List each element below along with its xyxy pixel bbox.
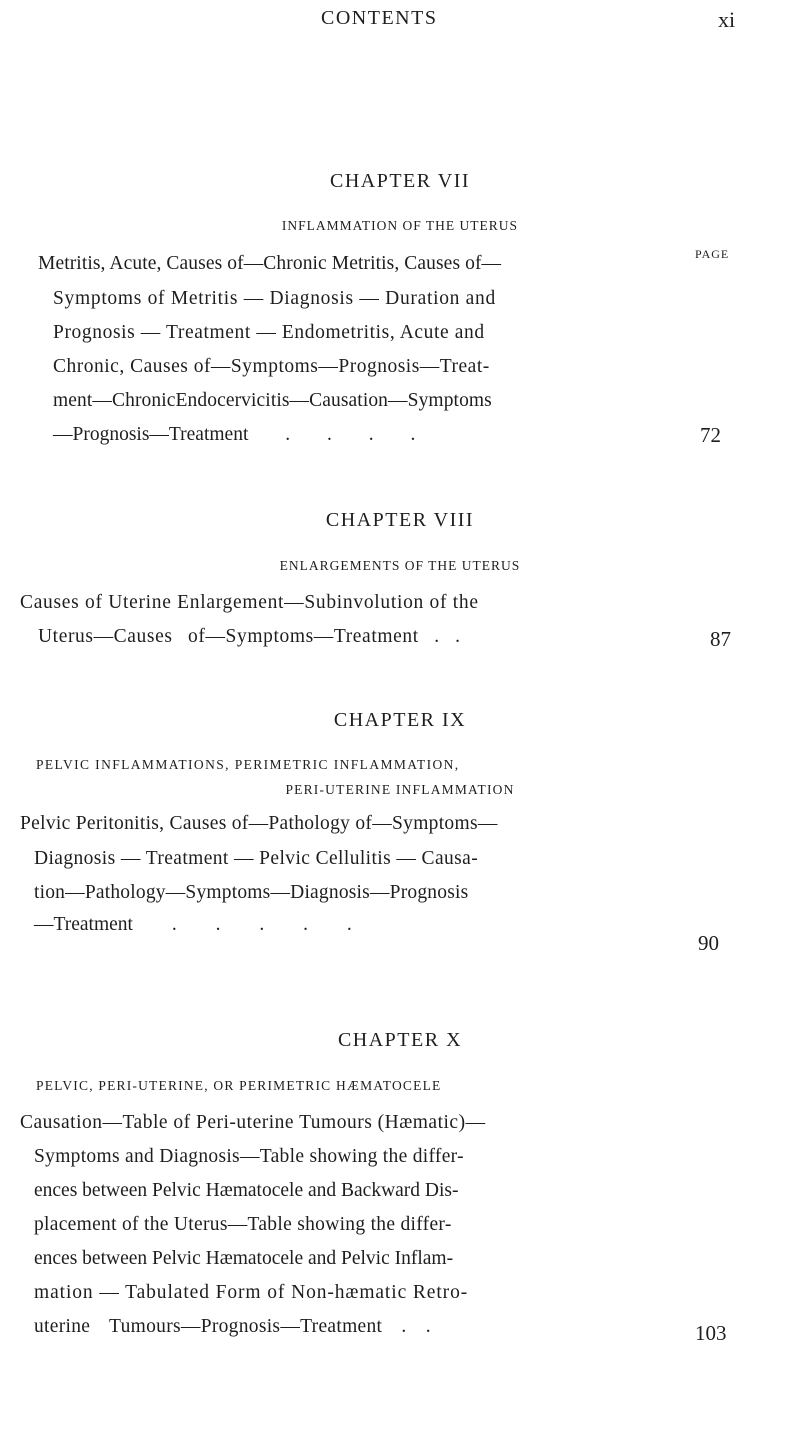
entry-line: Causation—Table of Peri-uterine Tumours (Hæmatic)— [20,1112,486,1133]
entry-line: uterine Tumours—Prognosis—Treatment . . [34,1316,431,1337]
running-title: CONTENTS [321,7,438,29]
entry-line: Prognosis — Treatment — Endometritis, Acute and [53,322,485,343]
chapter-title: CHAPTER VIII [325,509,475,531]
entry-line: Symptoms of Metritis — Diagnosis — Duration and [53,288,496,309]
entry-line: placement of the Uterus—Table showing the differ- [34,1214,452,1235]
entry-line: Diagnosis — Treatment — Pelvic Cellulitis — Causa- [34,848,479,869]
entry-page-number: 103 [695,1321,727,1345]
entry-page-number: 90 [698,931,719,955]
entry-line: Symptoms and Diagnosis—Table showing the differ- [34,1146,464,1167]
entry-page-number: 72 [700,423,721,447]
entry-line: ment—ChronicEndocervicitis—Causation—Symptoms [53,390,492,411]
chapter-subtitle: PERI-UTERINE INFLAMMATION [285,782,515,797]
entry-line: ences between Pelvic Hæmatocele and Pelvic Inflam- [34,1248,454,1269]
entry-line: tion—Pathology—Symptoms—Diagnosis—Prognosis [34,882,469,903]
entry-line: —Prognosis—Treatment . . . . [53,424,416,445]
entry-line: mation — Tabulated Form of Non-hæmatic Retro- [34,1282,469,1303]
entry-line: Pelvic Peritonitis, Causes of—Pathology of—Symptoms— [20,813,498,834]
chapter-title: CHAPTER VII [329,170,471,192]
chapter-subtitle: INFLAMMATION OF THE UTERUS [281,218,519,233]
chapter-title: CHAPTER IX [333,709,467,731]
running-head [0,6,800,30]
entry-page-number: 87 [710,627,731,651]
chapter-subtitle: PELVIC, PERI-UTERINE, OR PERIMETRIC HÆMATOCELE [36,1078,442,1093]
entry-line: ences between Pelvic Hæmatocele and Backward Dis- [34,1180,459,1201]
page-column-label: PAGE [695,247,730,261]
chapter-subtitle: PELVIC INFLAMMATIONS, PERIMETRIC INFLAMMATION, [36,757,460,772]
page-folio: xi [718,7,736,32]
entry-line: Metritis, Acute, Causes of—Chronic Metritis, Causes of— [38,253,502,274]
chapter-subtitle: ENLARGEMENTS OF THE UTERUS [279,558,521,573]
chapter-title: CHAPTER X [337,1029,463,1051]
entry-line: Uterus—Causes of—Symptoms—Treatment . . [38,626,461,647]
entry-line: —Treatment . . . . . [34,914,352,935]
entry-line: Chronic, Causes of—Symptoms—Prognosis—Treat- [53,356,490,377]
entry-line: Causes of Uterine Enlargement—Subinvolution of the [20,592,479,613]
